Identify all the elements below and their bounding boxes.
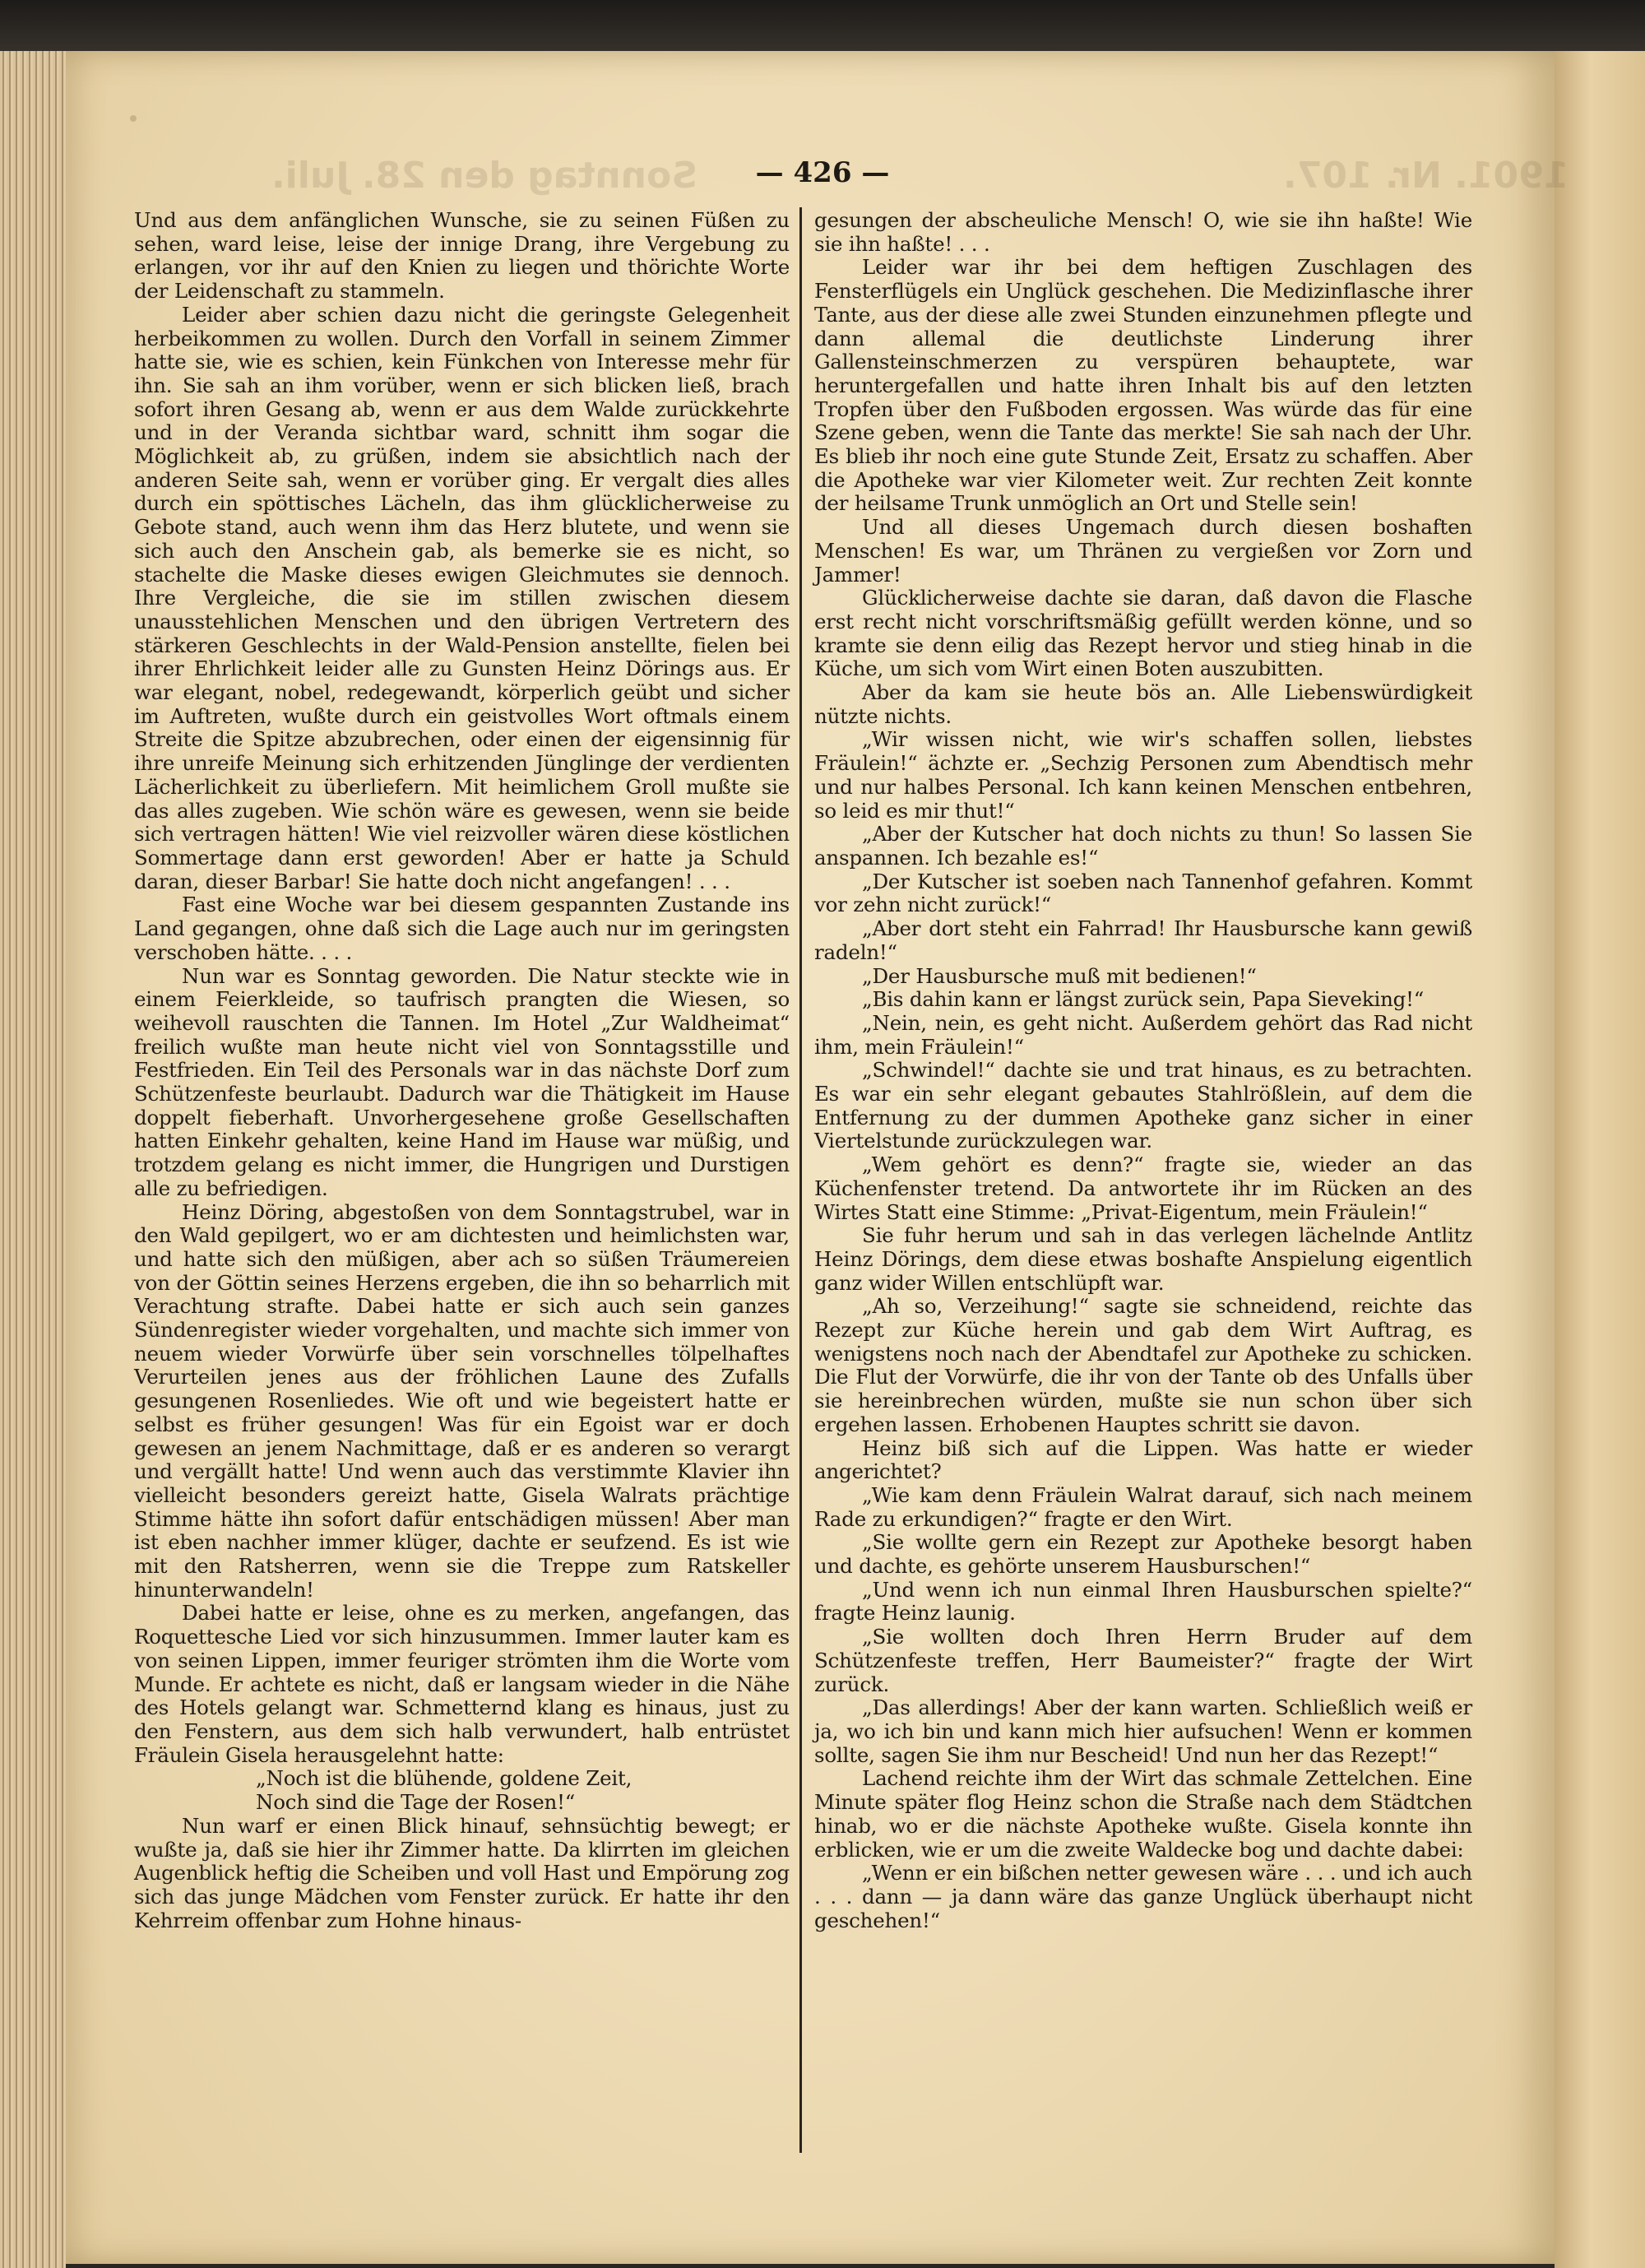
right-text-column <box>814 209 1472 1932</box>
paragraph: Leider war ihr bei dem heftigen Zuschlagen des Fensterflügels ein Unglück geschehen. Die Medizinflasche ihrer Tante, aus der diese alle zwei Stunden einzunehmen pflegte und dann allemal die deutlichste Linderung ihrer Gallensteinschmerzen zu verspüren behauptete, war heruntergefallen und hatte ihren Inhalt bis auf den letzten Tropfen über den Fußboden ergossen. Was würde das für eine Szene geben, wenn die Tante das merkte! Sie sah nach der Uhr. Es blieb ihr noch eine gute Stunde Zeit, Ersatz zu schaffen. Aber die Apotheke war vier Kilometer weit. Zur rechten Zeit konnte der heilsame Trunk unmöglich an Ort und Stelle sein! <box>814 255 1472 516</box>
paragraph: „Sie wollte gern ein Rezept zur Apotheke besorgt haben und dachte, es gehörte unserem Hausburschen!“ <box>814 1530 1472 1579</box>
paragraph: gesungen der abscheuliche Mensch! O, wie sie ihn haßte! Wie sie ihn haßte! . . . <box>814 208 1472 256</box>
column-divider <box>799 207 802 2153</box>
paragraph: „Nein, nein, es geht nicht. Außerdem gehört das Rad nicht ihm, mein Fräulein!“ <box>814 1010 1472 1059</box>
paragraph: Nun warf er einen Blick hinauf, sehnsüchtig bewegt; er wußte ja, daß sie hier ihr Zimmer hatte. Da klirrten im gleichen Augenblick heftig die Scheiben und voll Hast und Empörung zog sich das junge Mädchen vom Fenster zurück. Er hatte ihr den Kehrreim offenbar zum Hohne hinaus- <box>134 1813 790 1932</box>
paragraph: „Das allerdings! Aber der kann warten. Schließlich weiß er ja, wo ich bin und kann mich hier aufsuchen! Wenn er kommen sollte, sagen Sie ihm nur Bescheid! Und nun her das Rezept!“ <box>814 1695 1472 1767</box>
paragraph: „Ah so, Verzeihung!“ sagte sie schneidend, reichte das Rezept zur Küche herein und gab dem Wirt Auftrag, es wenigstens noch nach der Abendtafel zur Apotheke zu schicken. Die Flut der Vorwürfe, die ihr von der Tante ob des Unfalls über sie hereinbrechen würden, mußte sie nun schon über sich ergehen lassen. Erhobenen Hauptes schritt sie davon. <box>814 1294 1472 1436</box>
scan-background-top <box>0 0 1645 51</box>
bleed-through-text-left: Sonntag den 28. Juli. <box>271 155 697 197</box>
page-number: — 426 — <box>755 156 890 189</box>
paragraph: „Wem gehört es denn?“ fragte sie, wieder an das Küchenfenster tretend. Da antwortete ihr im Rücken an des Wirtes Statt eine Stimme: „Privat-Eigentum, mein Fräulein!“ <box>814 1153 1472 1224</box>
verse-line: „Noch ist die blühende, goldene Zeit, <box>256 1766 633 1791</box>
paragraph: „Bis dahin kann er längst zurück sein, Papa Sieveking!“ <box>862 987 1425 1012</box>
paper-stain <box>130 115 137 122</box>
paragraph: Sie fuhr herum und sah in das verlegen lächelnde Antlitz Heinz Dörings, dem diese etwas boshafte Anspielung eigentlich ganz wider Willen entschlüpft war. <box>814 1223 1472 1295</box>
page-stack-edge <box>0 51 66 2268</box>
paragraph: „Der Kutscher ist soeben nach Tannenhof gefahren. Kommt vor zehn nicht zurück!“ <box>814 869 1472 917</box>
paragraph: Lachend reichte ihm der Wirt das schmale Zettelchen. Eine Minute später flog Heinz schon die Straße nach dem Städtchen hinab, wo er die nächste Apotheke wußte. Gisela konnte ihn erblicken, wie er um die zweite Waldecke bog und dachte dabei: <box>814 1766 1472 1862</box>
paragraph: „Aber dort steht ein Fahrrad! Ihr Hausbursche kann gewiß radeln!“ <box>814 916 1472 964</box>
left-text-column <box>134 209 790 1932</box>
paragraph: Dabei hatte er leise, ohne es zu merken, angefangen, das Roquettesche Lied vor sich hinzusummen. Immer lauter kam es von seinen Lippen, immer feuriger strömten ihm die Worte vom Munde. Er achtete es nicht, daß er langsam wieder in die Nähe des Hotels gelangt war. Schmetternd klang es hinaus, just zu den Fenstern, aus dem sich halb verwundert, halb entrüstet Fräulein Gisela herausgelehnt hatte: <box>134 1601 790 1767</box>
paragraph: „Wir wissen nicht, wie wir's schaffen sollen, liebstes Fräulein!“ ächzte er. „Sechzig Personen zum Abendtisch mehr und nur halbes Personal. Ich kann keinen Menschen entbehren, so leid es mir thut!“ <box>814 727 1472 823</box>
paragraph: Nun war es Sonntag geworden. Die Natur steckte wie in einem Feierkleide, so taufrisch prangten die Wiesen, so weihevoll rauschten die Tannen. Im Hotel „Zur Waldheimat“ freilich wußte man heute nicht viel von Sonntagsstille und Festfrieden. Ein Teil des Personals war in das nächste Dorf zum Schützenfeste beurlaubt. Dadurch war die Thätigkeit im Hause doppelt fieberhaft. Unvorhergesehene große Gesellschaften hatten Einkehr gehalten, keine Hand im Hause war müßig, und trotzdem gelang es nicht immer, die Hungrigen und Durstigen alle zu befriedigen. <box>134 963 790 1200</box>
next-page-edge <box>1555 51 1645 2268</box>
paragraph: „Und wenn ich nun einmal Ihren Hausburschen spielte?“ fragte Heinz launig. <box>814 1577 1472 1626</box>
paragraph: Fast eine Woche war bei diesem gespannten Zustande ins Land gegangen, ohne daß sich die Lage auch nur im geringsten verschoben hätte. . . . <box>134 893 790 964</box>
paragraph: Heinz Döring, abgestoßen von dem Sonntagstrubel, war in den Wald gepilgert, wo er am dichtesten und heimlichsten war, und hatte sich den müßigen, aber ach so süßen Träumereien von der Göttin seines Herzens ergeben, die ihn so beharrlich mit Verachtung strafte. Dabei hatte er sich auch sein ganzes Sündenregister wieder vorgehalten, und machte sich immer von neuem wieder Vorwürfe über sein vorschnelles tölpelhaftes Verurteilen jenes aus der fröhlichen Laune des Zufalls gesungenen Rosenliedes. Wie oft und wie begeistert hatte er selbst es früher gesungen! Was für ein Egoist war er doch gewesen an jenem Nachmittage, daß er es anderen so verargt und vergällt hatte! Und wenn auch das verstimmte Klavier ihn vielleicht besonders gereizt hatte, Gisela Walrats prächtige Stimme hätte ihn sofort dafür entschädigen müssen! Aber man ist eben nachher immer klüger, dachte er seufzend. Es ist wie mit den Ratsherren, wenn sie die Treppe zum Ratskeller hinunterwandeln! <box>134 1199 790 1602</box>
paragraph: Glücklicherweise dachte sie daran, daß davon die Flasche erst recht nicht vorschriftsmäßig gefüllt werden könne, und so kramte sie denn eilig das Rezept hervor und stieg hinab in die Küche, um sich vom Wirt einen Boten auszubitten. <box>814 586 1472 681</box>
paragraph: „Sie wollten doch Ihren Herrn Bruder auf dem Schützenfeste treffen, Herr Baumeister?“ fragte der Wirt zurück. <box>814 1625 1472 1696</box>
bleed-through-text-right: 1901. Nr. 107. <box>1283 155 1569 197</box>
paragraph: Und aus dem anfänglichen Wunsche, sie zu seinen Füßen zu sehen, ward leise, leise der innige Drang, ihre Vergebung zu erlangen, vor ihr auf den Knien zu liegen und thörichte Worte der Leidenschaft zu stammeln. <box>134 208 790 304</box>
paragraph: Heinz biß sich auf die Lippen. Was hatte er wieder angerichtet? <box>814 1435 1472 1484</box>
paragraph: „Aber der Kutscher hat doch nichts zu thun! So lassen Sie anspannen. Ich bezahle es!“ <box>814 822 1472 870</box>
paragraph: „Wenn er ein bißchen netter gewesen wäre . . . und ich auch . . . dann — ja dann wäre das ganze Unglück überhaupt nicht geschehen!“ <box>814 1861 1472 1932</box>
paragraph: „Der Hausbursche muß mit bedienen!“ <box>862 963 1257 988</box>
paragraph: Leider aber schien dazu nicht die geringste Gelegenheit herbeikommen zu wollen. Durch den Vorfall in seinem Zimmer hatte sie, wie es schien, kein Fünkchen von Interesse mehr für ihn. Sie sah an ihm vorüber, wenn er sich blicken ließ, brach sofort ihren Gesang ab, wenn er aus dem Walde zurückkehrte und in der Veranda sichtbar ward, schnitt ihm sogar die Möglichkeit ab, zu grüßen, indem sie absichtlich nach der anderen Seite sah, wenn er vorüber ging. Er vergalt dies alles durch ein spöttisches Lächeln, das ihm glücklicherweise zu Gebote stand, auch wenn ihm das Herz blutete, und wenn sie sich auch den Anschein gab, als bemerke sie es nicht, so stachelte die Maske dieses ewigen Gleichmutes sie dennoch. Ihre Vergleiche, die sie im stillen zwischen diesem unausstehlichen Menschen und den übrigen Vertretern des stärkeren Geschlechts in der Wald-Pension anstellte, fielen bei ihrer Ehrlichkeit leider alle zu Gunsten Heinz Dörings aus. Er war elegant, nobel, redegewandt, körperlich geübt und sicher im Auftreten, wußte durch ein geistvolles Wort oftmals einem Streite die Spitze abzubrechen, oder einen der eigensinnig für ihre unreife Meinung sich erhitzenden Jünglinge der verdienten Lächerlichkeit zu überliefern. Mit heimlichem Groll mußte sie das alles zugeben. Wie schön wäre es gewesen, wenn sie beide sich vertragen hätten! Wie viel reizvoller wären diese köstlichen Sommertage dann erst geworden! Aber er hatte ja Schuld daran, dieser Barbar! Sie hatte doch nicht angefangen! . . . <box>134 302 790 893</box>
paragraph: Und all dieses Ungemach durch diesen boshaften Menschen! Es war, um Thränen zu vergießen vor Zorn und Jammer! <box>814 515 1472 587</box>
paragraph: „Wie kam denn Fräulein Walrat darauf, sich nach meinem Rade zu erkundigen?“ fragte er den Wirt. <box>814 1482 1472 1531</box>
paragraph: „Schwindel!“ dachte sie und trat hinaus, es zu betrachten. Es war ein sehr elegant gebautes Stahlrößlein, auf dem die Entfernung zu der dummen Apotheke ganz sicher in einer Viertelstunde zurückzulegen war. <box>814 1058 1472 1153</box>
paragraph: Aber da kam sie heute bös an. Alle Liebenswürdigkeit nützte nichts. <box>814 680 1472 728</box>
verse-line: Noch sind die Tage der Rosen!“ <box>256 1790 576 1815</box>
